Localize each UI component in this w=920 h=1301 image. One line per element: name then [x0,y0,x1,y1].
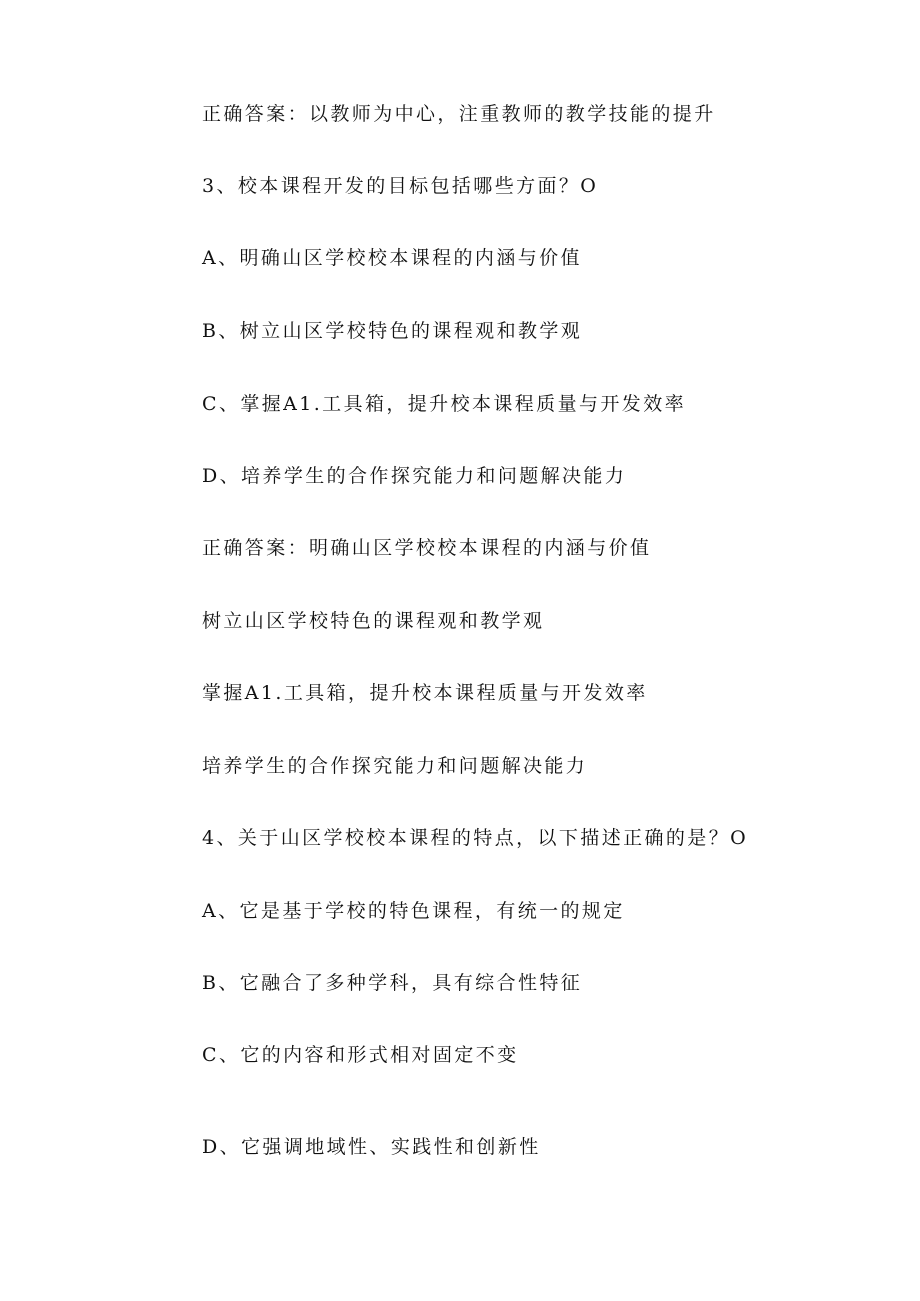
q3-answer-line-2: 树立山区学校特色的课程观和教学观 [202,610,545,632]
q3-option-d: D、培养学生的合作探究能力和问题解决能力 [202,465,627,487]
q4-option-d: D、它强调地域性、实践性和创新性 [202,1136,541,1158]
q3-answer-line-1: 正确答案：明确山区学校校本课程的内涵与价值 [202,537,652,559]
q3-option-c: C、掌握A1.工具箱，提升校本课程质量与开发效率 [202,393,686,415]
q4-option-c: C、它的内容和形式相对固定不变 [202,1044,519,1066]
answer-line-q2: 正确答案：以教师为中心，注重教师的教学技能的提升 [202,103,716,125]
q3-answer-line-3: 掌握A1.工具箱，提升校本课程质量与开发效率 [202,682,648,704]
question-4: 4、关于山区学校校本课程的特点，以下描述正确的是？O [202,827,749,849]
q3-option-a: A、明确山区学校校本课程的内涵与价值 [202,247,582,269]
question-3: 3、校本课程开发的目标包括哪些方面？O [202,175,599,197]
q4-option-b: B、它融合了多种学科，具有综合性特征 [202,972,583,994]
q4-option-a: A、它是基于学校的特色课程，有统一的规定 [202,900,625,922]
q3-answer-line-4: 培养学生的合作探究能力和问题解决能力 [202,755,588,777]
q3-option-b: B、树立山区学校特色的课程观和教学观 [202,320,583,342]
